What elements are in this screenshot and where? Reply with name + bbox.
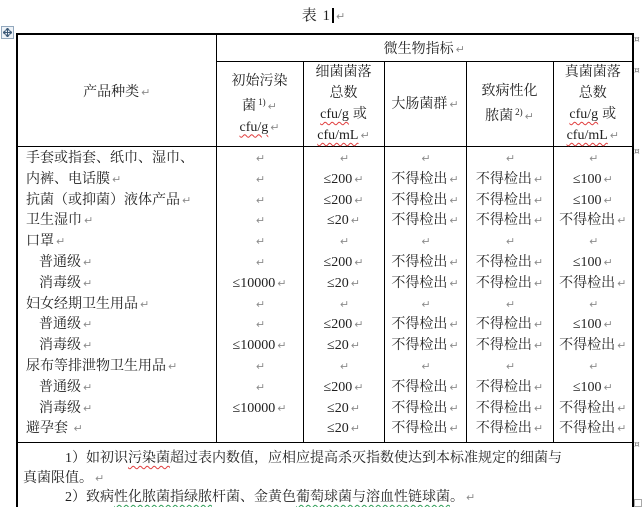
limit-value: ≤200 xyxy=(323,192,353,208)
footnote-ref-2: 2) xyxy=(515,107,523,117)
value-line xyxy=(385,295,466,316)
pilcrow-mark: ↵ xyxy=(505,152,516,165)
pilcrow-mark: ↵ xyxy=(533,422,544,436)
value-line xyxy=(385,378,466,399)
product-label: 手套或指套、纸巾、湿巾、 xyxy=(26,151,194,166)
value-line xyxy=(217,315,303,336)
product-label: 消毒级 xyxy=(39,275,81,291)
footnote-line-1 xyxy=(23,449,628,469)
limit-value: 不得检出 xyxy=(391,192,448,208)
footnote-text: 2）致病 xyxy=(65,490,114,505)
pilcrow-mark: ↵ xyxy=(354,193,364,207)
limit-value: 不得检出 xyxy=(475,400,532,416)
end-of-row-mark: ¤ xyxy=(634,66,640,76)
value-line xyxy=(385,274,466,295)
product-label: 尿布等排泄物卫生用品 xyxy=(26,358,166,374)
limit-value: ≤10000 xyxy=(232,338,276,354)
limit-value: ≤100 xyxy=(572,192,602,208)
value-line xyxy=(467,336,553,357)
pilcrow-mark: ↵ xyxy=(449,380,459,394)
value-line xyxy=(304,149,384,170)
micro-indicator-label: 微生物指标 xyxy=(383,42,454,57)
limit-value: 不得检出 xyxy=(475,275,532,291)
pilcrow-mark: ↵ xyxy=(533,380,544,394)
limit-value: 不得检出 xyxy=(391,213,448,229)
product-line xyxy=(18,357,216,378)
limit-value: 不得检出 xyxy=(559,400,616,416)
value-line xyxy=(554,253,633,274)
limit-value: 不得检出 xyxy=(559,213,616,229)
value-line xyxy=(554,399,633,420)
product-line xyxy=(18,315,216,336)
value-line xyxy=(304,191,384,212)
value-line xyxy=(217,232,303,253)
initial-contamination-column-cell[interactable] xyxy=(216,147,303,443)
value-line xyxy=(385,336,466,357)
pilcrow-mark: ↵ xyxy=(354,318,364,332)
header-line: 细菌菌落 xyxy=(315,65,372,80)
pilcrow-mark: ↵ xyxy=(617,339,627,353)
pilcrow-mark: ↵ xyxy=(350,401,360,415)
fungi-colony-header-cell[interactable] xyxy=(553,62,633,147)
unit-cfu-g: cfu/g xyxy=(320,107,349,122)
product-line xyxy=(18,419,216,440)
pilcrow-mark: ↵ xyxy=(617,401,627,415)
limit-value: 不得检出 xyxy=(559,421,616,437)
pilcrow-mark: ↵ xyxy=(354,380,364,394)
pilcrow-mark: ↵ xyxy=(84,214,94,228)
pilcrow-mark: ↵ xyxy=(339,152,350,165)
pilcrow-mark: ↵ xyxy=(449,276,459,290)
product-line xyxy=(18,253,216,274)
product-label: 口罩 xyxy=(26,234,54,250)
value-line xyxy=(217,149,303,170)
pilcrow-mark: ↵ xyxy=(466,491,476,504)
pilcrow-mark: ↵ xyxy=(277,339,287,353)
pilcrow-mark: ↵ xyxy=(255,318,266,332)
value-line xyxy=(554,211,633,232)
pilcrow-mark: ↵ xyxy=(350,339,360,353)
value-line xyxy=(304,419,384,440)
pilcrow-mark: ↵ xyxy=(255,255,266,269)
pilcrow-mark: ↵ xyxy=(589,235,599,249)
table-resize-handle[interactable] xyxy=(634,499,642,507)
value-line xyxy=(467,357,553,378)
pilcrow-mark: ↵ xyxy=(449,318,459,332)
pilcrow-mark: ↵ xyxy=(168,359,178,373)
value-line xyxy=(217,253,303,274)
unit-cfu-g: cfu/g xyxy=(239,119,269,135)
pilcrow-mark: ↵ xyxy=(533,318,544,332)
value-line xyxy=(554,295,633,316)
grammar-flagged-text: 葡萄球菌与溶血性链球菌 xyxy=(296,490,450,505)
value-line xyxy=(554,357,633,378)
value-line xyxy=(467,315,553,336)
limit-value: ≤10000 xyxy=(232,275,276,291)
value-line xyxy=(304,253,384,274)
pilcrow-mark: ↵ xyxy=(617,276,627,290)
value-line xyxy=(467,253,553,274)
coliform-column-cell[interactable] xyxy=(384,147,466,443)
pilcrow-mark: ↵ xyxy=(339,359,350,373)
limit-value: 不得检出 xyxy=(391,275,448,291)
value-line xyxy=(217,170,303,191)
pilcrow-mark: ↵ xyxy=(589,297,599,311)
product-line xyxy=(18,295,216,316)
unit-cfu-ml: cfu/mL xyxy=(566,128,608,143)
pilcrow-mark: ↵ xyxy=(141,85,151,99)
pilcrow-mark: ↵ xyxy=(83,255,93,269)
limit-value: 不得检出 xyxy=(391,317,448,333)
value-line xyxy=(217,419,303,440)
end-of-row-mark: ¤ xyxy=(634,440,640,450)
pilcrow-mark: ↵ xyxy=(449,172,459,186)
pilcrow-mark: ↵ xyxy=(449,97,459,111)
limit-value: 不得检出 xyxy=(475,254,532,270)
table-move-handle[interactable] xyxy=(1,26,14,39)
product-label: 普通级 xyxy=(39,379,81,395)
value-line xyxy=(304,211,384,232)
value-line xyxy=(304,295,384,316)
limit-value: 不得检出 xyxy=(475,171,532,187)
product-line xyxy=(18,211,216,232)
pilcrow-mark: ↵ xyxy=(603,172,613,186)
pilcrow-mark: ↵ xyxy=(449,401,459,415)
pilcrow-mark: ↵ xyxy=(255,297,266,311)
limit-value: 不得检出 xyxy=(475,213,532,229)
value-line xyxy=(217,211,303,232)
value-line xyxy=(217,399,303,420)
micro-indicator-header-cell[interactable] xyxy=(216,34,633,62)
value-line xyxy=(385,211,466,232)
limit-value: 不得检出 xyxy=(391,254,448,270)
unit-cfu-g: cfu/g xyxy=(569,107,599,122)
value-line xyxy=(217,274,303,295)
value-line xyxy=(304,274,384,295)
pilcrow-mark: ↵ xyxy=(455,43,465,56)
pilcrow-mark: ↵ xyxy=(505,235,516,249)
value-line xyxy=(217,191,303,212)
pilcrow-mark: ↵ xyxy=(421,297,431,311)
header-line: 或 xyxy=(602,107,617,122)
value-line xyxy=(467,149,553,170)
footnote-text: 。 xyxy=(450,490,464,505)
product-label: 抗菌（或抑菌）液体产品 xyxy=(26,192,180,208)
product-line xyxy=(18,149,216,170)
product-line xyxy=(18,274,216,295)
pilcrow-mark: ↵ xyxy=(83,276,93,290)
pilcrow-mark: ↵ xyxy=(255,359,266,373)
pilcrow-mark: ↵ xyxy=(339,297,350,311)
limit-value: ≤200 xyxy=(323,317,353,333)
limit-value: ≤10000 xyxy=(232,400,276,416)
value-line xyxy=(385,419,466,440)
product-label: 避孕套 xyxy=(26,421,72,437)
header-line: 总数 xyxy=(329,86,358,101)
pilcrow-mark: ↵ xyxy=(609,129,619,142)
value-line xyxy=(304,315,384,336)
pilcrow-mark: ↵ xyxy=(533,172,544,186)
pilcrow-mark: ↵ xyxy=(350,214,360,228)
product-label: 消毒级 xyxy=(39,338,81,354)
pilcrow-mark: ↵ xyxy=(505,297,516,311)
limit-value: ≤20 xyxy=(327,213,349,229)
limit-value: ≤20 xyxy=(327,400,349,416)
pilcrow-mark: ↵ xyxy=(270,120,280,134)
pilcrow-mark: ↵ xyxy=(533,193,544,207)
pilcrow-mark: ↵ xyxy=(360,129,370,142)
value-line xyxy=(554,191,633,212)
limit-value: 不得检出 xyxy=(475,379,532,395)
footnote-ref-1: 1) xyxy=(258,96,266,107)
value-line xyxy=(467,191,553,212)
value-line xyxy=(554,336,633,357)
limit-value: 不得检出 xyxy=(391,379,448,395)
product-label: 妇女经期卫生用品 xyxy=(26,296,138,312)
pilcrow-mark: ↵ xyxy=(533,401,544,415)
limit-value: ≤100 xyxy=(572,254,602,270)
pilcrow-mark: ↵ xyxy=(255,380,266,394)
pilcrow-mark: ↵ xyxy=(421,235,431,249)
product-line xyxy=(18,232,216,253)
value-line xyxy=(385,253,466,274)
pilcrow-mark: ↵ xyxy=(140,297,150,311)
table-1 xyxy=(16,33,634,507)
bacteria-colony-header-cell[interactable] xyxy=(303,62,384,147)
pilcrow-mark: ↵ xyxy=(589,152,599,165)
pilcrow-mark: ↵ xyxy=(449,255,459,269)
pilcrow-mark: ↵ xyxy=(603,193,613,207)
header-line: 总数 xyxy=(578,86,607,101)
pilcrow-mark: ↵ xyxy=(182,193,192,207)
value-line xyxy=(467,170,553,191)
pilcrow-mark: ↵ xyxy=(83,401,93,415)
pilcrow-mark: ↵ xyxy=(277,276,287,290)
header-line: 或 xyxy=(352,107,367,122)
limit-value: ≤200 xyxy=(323,379,353,395)
pilcrow-mark: ↵ xyxy=(533,276,544,290)
limit-value: 不得检出 xyxy=(475,192,532,208)
text-cursor xyxy=(332,8,334,23)
value-line xyxy=(304,170,384,191)
product-line xyxy=(18,336,216,357)
pilcrow-mark: ↵ xyxy=(449,214,459,228)
value-line xyxy=(467,378,553,399)
product-line xyxy=(18,170,216,191)
limit-value: ≤200 xyxy=(323,254,353,270)
pathogenic-pyogenic-column-cell[interactable] xyxy=(466,147,553,443)
pilcrow-mark: ↵ xyxy=(421,359,431,373)
pilcrow-mark: ↵ xyxy=(354,172,364,186)
pilcrow-mark: ↵ xyxy=(350,276,360,290)
product-label: 普通级 xyxy=(39,254,81,270)
pilcrow-mark: ↵ xyxy=(277,401,287,415)
value-line xyxy=(217,336,303,357)
header-line: 脓菌 xyxy=(485,109,514,124)
pilcrow-mark: ↵ xyxy=(350,422,360,436)
pilcrow-mark: ↵ xyxy=(505,359,516,373)
pilcrow-mark: ↵ xyxy=(533,339,544,353)
end-of-row-mark: ¤ xyxy=(634,147,640,157)
value-line xyxy=(554,315,633,336)
move-arrows-icon xyxy=(3,28,12,37)
product-label: 卫生湿巾 xyxy=(26,213,82,229)
product-label: 内裤、电话膜 xyxy=(26,171,110,187)
pilcrow-mark: ↵ xyxy=(449,422,459,436)
value-line xyxy=(467,274,553,295)
footnote-text: 真菌限值。 xyxy=(23,470,93,486)
header-line: 菌 xyxy=(242,98,257,114)
limit-value: 不得检出 xyxy=(475,338,532,354)
product-line xyxy=(18,378,216,399)
limit-value: 不得检出 xyxy=(475,317,532,333)
pilcrow-mark: ↵ xyxy=(255,193,266,207)
pilcrow-mark: ↵ xyxy=(255,235,266,249)
limit-value: ≤20 xyxy=(327,421,349,437)
value-line xyxy=(385,149,466,170)
limit-value: 不得检出 xyxy=(475,421,532,437)
product-type-label: 产品种类 xyxy=(83,84,140,100)
pilcrow-mark: ↵ xyxy=(603,255,613,269)
pilcrow-mark: ↵ xyxy=(112,172,122,186)
pilcrow-mark: ↵ xyxy=(255,172,266,186)
pathogenic-pyogenic-header-cell[interactable] xyxy=(466,62,553,147)
value-line xyxy=(304,378,384,399)
pilcrow-mark: ↵ xyxy=(449,193,459,207)
header-row-group xyxy=(17,34,633,62)
value-line xyxy=(304,232,384,253)
product-column-cell[interactable] xyxy=(17,147,216,443)
pilcrow-mark: ↵ xyxy=(83,318,93,332)
pilcrow-mark: ↵ xyxy=(603,318,613,332)
value-line xyxy=(385,315,466,336)
value-line xyxy=(385,191,466,212)
product-line xyxy=(18,399,216,420)
value-line xyxy=(554,378,633,399)
limit-value: ≤100 xyxy=(572,317,602,333)
footnote-line-2 xyxy=(23,469,628,489)
header-line: 初始污染 xyxy=(231,73,288,89)
pilcrow-mark: ↵ xyxy=(589,359,599,373)
value-line xyxy=(217,378,303,399)
pilcrow-mark: ↵ xyxy=(255,152,266,165)
pilcrow-mark: ↵ xyxy=(255,214,266,228)
pilcrow-mark: ↵ xyxy=(336,10,347,23)
footnote-row xyxy=(17,443,633,507)
pilcrow-mark: ↵ xyxy=(617,422,627,436)
value-line xyxy=(304,336,384,357)
table-caption-text: 表 1 xyxy=(301,8,332,24)
limit-value: 不得检出 xyxy=(391,421,448,437)
pilcrow-mark: ↵ xyxy=(617,214,627,228)
product-label: 消毒级 xyxy=(39,400,81,416)
value-line xyxy=(554,232,633,253)
limit-value: 不得检出 xyxy=(559,338,616,354)
value-line xyxy=(554,274,633,295)
header-line: 真菌菌落 xyxy=(564,65,621,80)
limit-value: ≤100 xyxy=(572,171,602,187)
fungi-colony-column-cell[interactable] xyxy=(553,147,633,443)
grammar-flagged-text: 性化脓菌指绿脓 xyxy=(114,490,212,505)
product-line xyxy=(18,191,216,212)
pilcrow-mark: ↵ xyxy=(524,110,534,123)
pilcrow-mark: ↵ xyxy=(533,255,544,269)
pilcrow-mark: ↵ xyxy=(421,152,431,165)
pilcrow-mark: ↵ xyxy=(83,339,93,353)
pilcrow-mark: ↵ xyxy=(267,99,277,113)
footnote-line-3 xyxy=(23,488,628,507)
header-line: 大肠菌群 xyxy=(391,96,448,112)
pilcrow-mark: ↵ xyxy=(73,422,83,436)
pilcrow-mark: ↵ xyxy=(449,339,459,353)
pilcrow-mark: ↵ xyxy=(95,471,105,485)
pilcrow-mark: ↵ xyxy=(603,380,613,394)
value-line xyxy=(467,211,553,232)
value-line xyxy=(385,357,466,378)
footnote-text: 杆菌、金黄色 xyxy=(212,490,296,505)
pilcrow-mark: ↵ xyxy=(533,214,544,228)
limit-value: 不得检出 xyxy=(559,275,616,291)
coliform-header-cell[interactable] xyxy=(384,62,466,147)
footnote-text: 1）如初识 xyxy=(65,451,128,466)
value-line xyxy=(217,295,303,316)
end-of-row-mark: ¤ xyxy=(634,35,640,45)
value-line xyxy=(467,232,553,253)
unit-cfu-ml: cfu/mL xyxy=(317,128,359,143)
product-label: 普通级 xyxy=(39,317,81,333)
value-line xyxy=(304,399,384,420)
value-line xyxy=(467,399,553,420)
footnote-text: 超过表内数值，应相应提高杀灭指数使达到本标准规定的细菌与 xyxy=(170,451,562,466)
value-line xyxy=(385,399,466,420)
table-caption[interactable] xyxy=(16,4,632,25)
limit-value: 不得检出 xyxy=(391,171,448,187)
value-line xyxy=(385,232,466,253)
pilcrow-mark: ↵ xyxy=(83,380,93,394)
limit-value: ≤100 xyxy=(572,379,602,395)
header-line: 致病性化 xyxy=(481,84,538,99)
bacteria-colony-column-cell[interactable] xyxy=(303,147,384,443)
limit-value: 不得检出 xyxy=(391,338,448,354)
value-line xyxy=(217,357,303,378)
value-line xyxy=(554,149,633,170)
pilcrow-mark: ↵ xyxy=(339,235,350,249)
value-line xyxy=(304,357,384,378)
value-line xyxy=(385,170,466,191)
spellcheck-flagged-text: 污染菌 xyxy=(128,451,170,466)
limit-value: ≤20 xyxy=(327,275,349,291)
product-type-header-cell[interactable] xyxy=(17,34,216,147)
table-body-row xyxy=(17,147,633,443)
value-line xyxy=(554,170,633,191)
limit-value: ≤200 xyxy=(323,171,353,187)
limit-value: 不得检出 xyxy=(391,400,448,416)
initial-contamination-header-cell[interactable] xyxy=(216,62,303,147)
pilcrow-mark: ↵ xyxy=(354,255,364,269)
pilcrow-mark: ↵ xyxy=(56,235,66,249)
footnote-cell[interactable] xyxy=(17,443,633,507)
value-line xyxy=(554,419,633,440)
value-line xyxy=(467,419,553,440)
limit-value: ≤20 xyxy=(327,338,349,354)
value-line xyxy=(467,295,553,316)
